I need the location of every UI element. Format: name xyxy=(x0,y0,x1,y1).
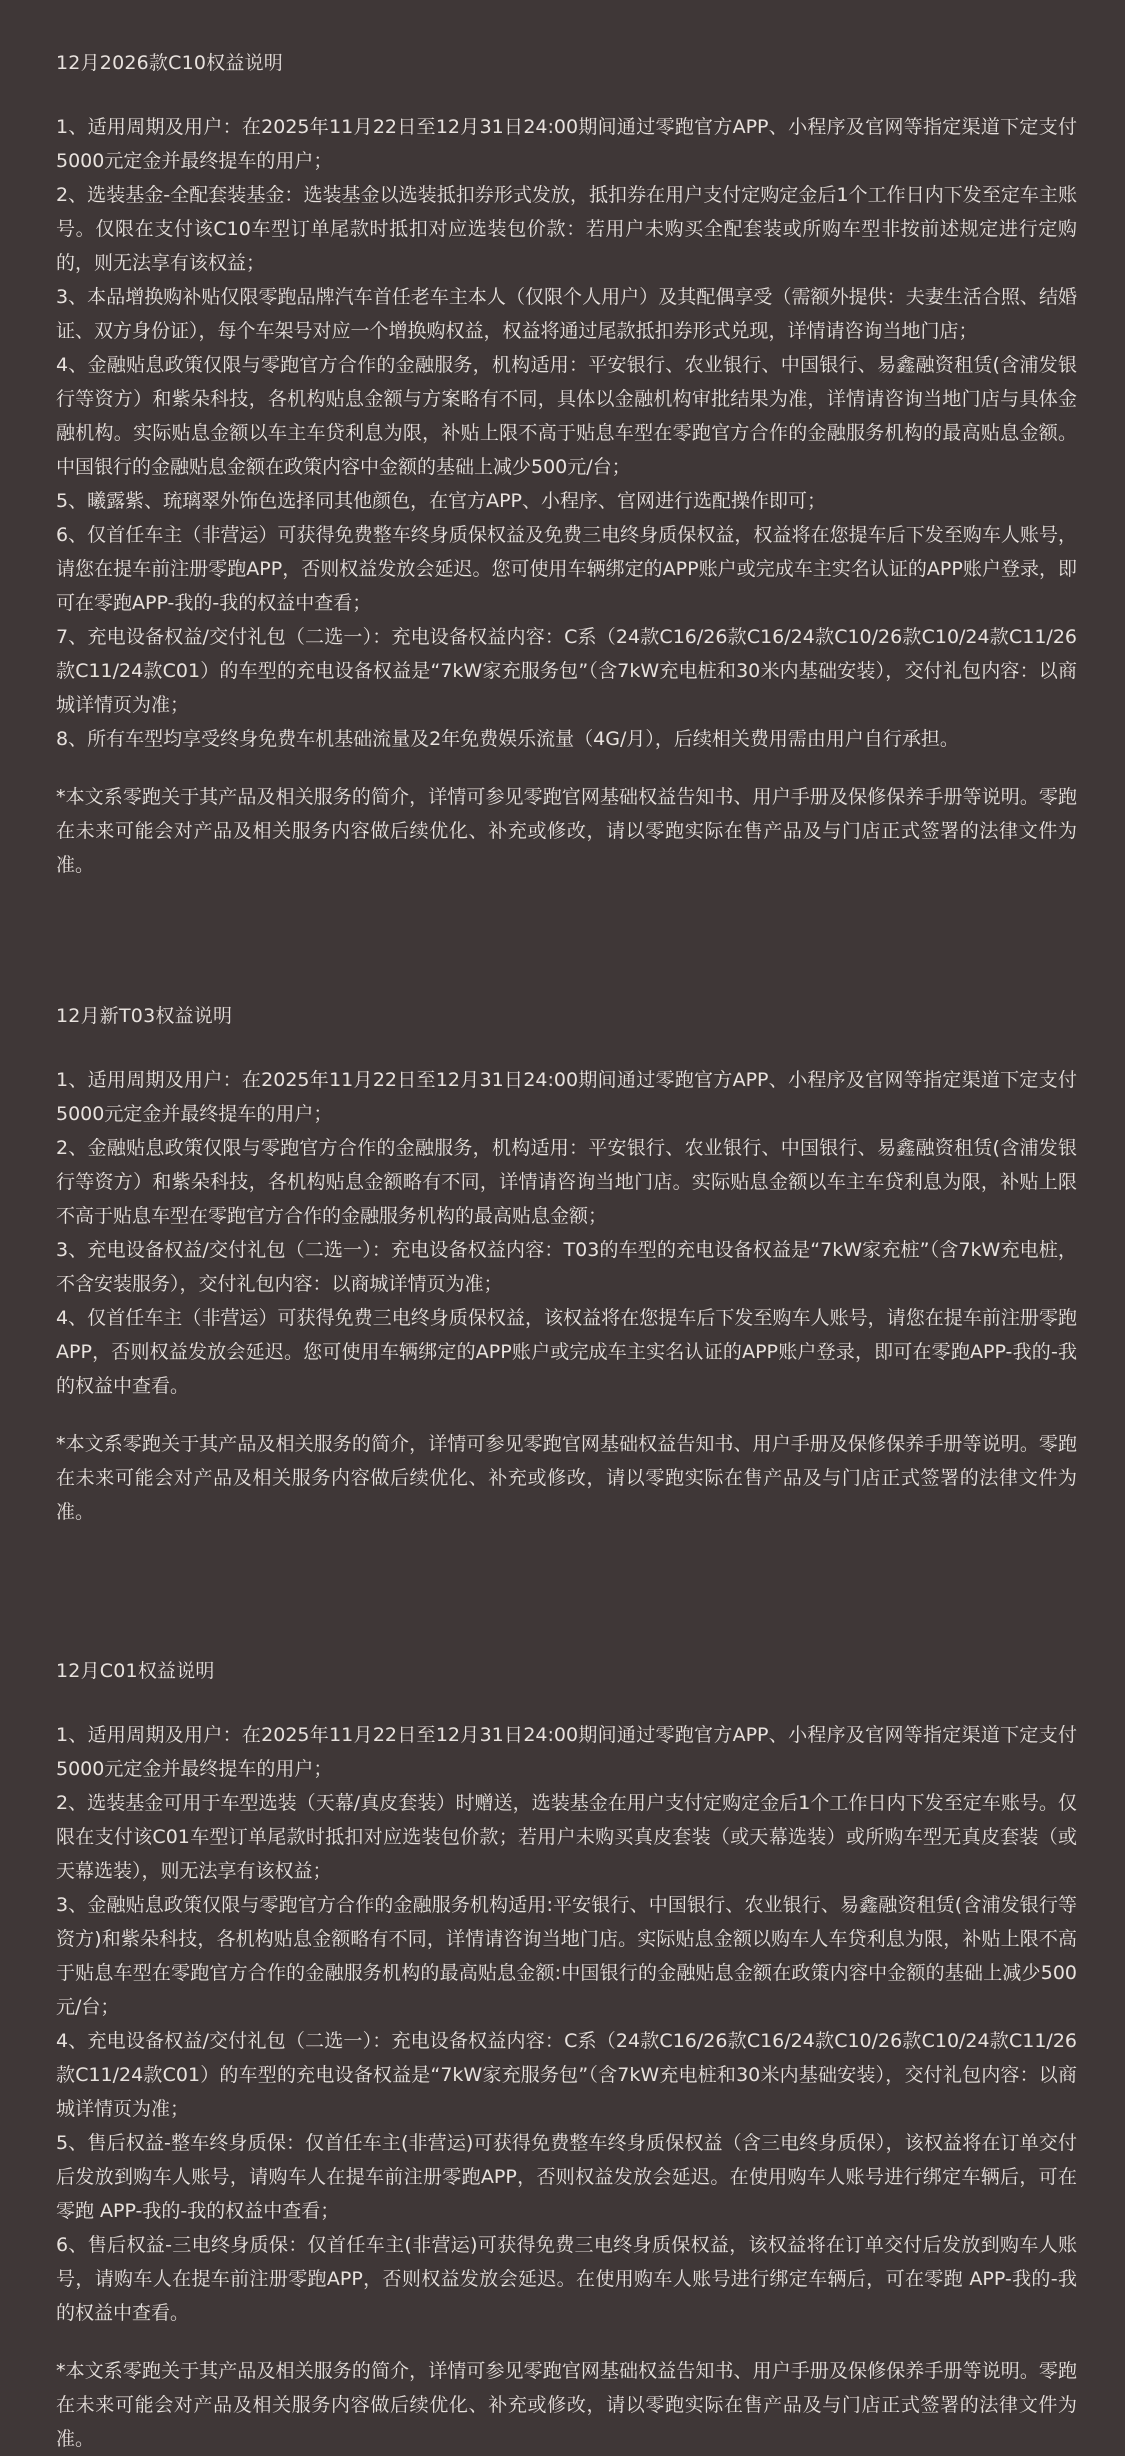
rule-item: 4、金融贴息政策仅限与零跑官方合作的金融服务，机构适用：平安银行、农业银行、中国银行、易鑫融资租赁(含浦发银行等资方）和紫朵科技，各机构贴息金额与方案略有不同，具体以金融机构审批结果为准，详情请咨询当地门店与具体金融机构。实际贴息金额以车主车贷利息为限，补贴上限不高于贴息车型在零跑官方合作的金融服务机构的最高贴息金额。中国银行的金融贴息金额在政策内容中金额的基础上减少500元/台； xyxy=(56,354,1077,478)
rule-item: 1、适用周期及用户：在2025年11月22日至12月31日24:00期间通过零跑官方APP、小程序及官网等指定渠道下定支付5000元定金并最终提车的用户； xyxy=(56,1069,1077,1125)
rule-item: 3、金融贴息政策仅限与零跑官方合作的金融服务机构适用:平安银行、中国银行、农业银行、易鑫融资租赁(含浦发银行等资方)和紫朵科技，各机构贴息金额略有不同，详情请咨询当地门店。实际贴息金额以购车人车贷利息为限，补贴上限不高于贴息车型在零跑官方合作的金融服务机构的最高贴息金额:中国银行的金融贴息金额在政策内容中金额的基础上减少500元/台； xyxy=(56,1894,1077,2018)
rule-item: 1、适用周期及用户：在2025年11月22日至12月31日24:00期间通过零跑官方APP、小程序及官网等指定渠道下定支付5000元定金并最终提车的用户； xyxy=(56,116,1077,172)
rules-list xyxy=(56,1063,1077,1403)
section-title: 12月2026款C10权益说明 xyxy=(56,52,283,74)
disclaimer-note: *本文系零跑关于其产品及相关服务的简介，详情可参见零跑官网基础权益告知书、用户手册及保修保养手册等说明。零跑在未来可能会对产品及相关服务内容做后续优化、补充或修改，请以零跑实际在售产品及与门店正式签署的法律文件为准。 xyxy=(56,786,1077,876)
rule-item: 1、适用周期及用户：在2025年11月22日至12月31日24:00期间通过零跑官方APP、小程序及官网等指定渠道下定支付5000元定金并最终提车的用户； xyxy=(56,1724,1077,1780)
rule-item: 2、金融贴息政策仅限与零跑官方合作的金融服务，机构适用：平安银行、农业银行、中国银行、易鑫融资租赁(含浦发银行等资方）和紫朵科技，各机构贴息金额略有不同，详情请咨询当地门店。实际贴息金额以车主车贷利息为限，补贴上限不高于贴息车型在零跑官方合作的金融服务机构的最高贴息金额； xyxy=(56,1137,1077,1227)
section-c10 xyxy=(56,46,1077,882)
rule-item: 2、选装基金可用于车型选装（天幕/真皮套装）时赠送，选装基金在用户支付定购定金后1个工作日内下发至定车账号。仅限在支付该C01车型订单尾款时抵扣对应选装包价款；若用户未购买真皮套装（或天幕选装）或所购车型无真皮套装（或天幕选装），则无法享有该权益； xyxy=(56,1792,1077,1882)
rule-item: 6、仅首任车主（非营运）可获得免费整车终身质保权益及免费三电终身质保权益，权益将在您提车后下发至购车人账号，请您在提车前注册零跑APP，否则权益发放会延迟。您可使用车辆绑定的APP账户或完成车主实名认证的APP账户登录，即可在零跑APP-我的-我的权益中查看； xyxy=(56,524,1077,614)
disclaimer-note: *本文系零跑关于其产品及相关服务的简介，详情可参见零跑官网基础权益告知书、用户手册及保修保养手册等说明。零跑在未来可能会对产品及相关服务内容做后续优化、补充或修改，请以零跑实际在售产品及与门店正式签署的法律文件为准。 xyxy=(56,2360,1077,2450)
section-t03 xyxy=(56,999,1077,1529)
rule-item: 6、售后权益-三电终身质保：仅首任车主(非营运)可获得免费三电终身质保权益，该权益将在订单交付后发放到购车人账号，请购车人在提车前注册零跑APP，否则权益发放会延迟。在使用购车人账号进行绑定车辆后，可在零跑 APP-我的-我的权益中查看。 xyxy=(56,2234,1077,2324)
rule-item: 7、充电设备权益/交付礼包（二选一）：充电设备权益内容：C系（24款C16/26款C16/24款C10/26款C10/24款C11/26款C11/24款C01）的车型的充电设备权益是“7kW家充服务包”（含7kW充电桩和30米内基础安装），交付礼包内容：以商城详情页为准； xyxy=(56,626,1077,716)
section-title: 12月新T03权益说明 xyxy=(56,1005,233,1027)
disclaimer-note: *本文系零跑关于其产品及相关服务的简介，详情可参见零跑官网基础权益告知书、用户手册及保修保养手册等说明。零跑在未来可能会对产品及相关服务内容做后续优化、补充或修改，请以零跑实际在售产品及与门店正式签署的法律文件为准。 xyxy=(56,1433,1077,1523)
rule-item: 5、售后权益-整车终身质保：仅首任车主(非营运)可获得免费整车终身质保权益（含三电终身质保），该权益将在订单交付后发放到购车人账号，请购车人在提车前注册零跑APP，否则权益发放会延迟。在使用购车人账号进行绑定车辆后，可在零跑 APP-我的-我的权益中查看； xyxy=(56,2132,1077,2222)
section-title: 12月C01权益说明 xyxy=(56,1660,215,1682)
rule-item: 4、仅首任车主（非营运）可获得免费三电终身质保权益，该权益将在您提车后下发至购车人账号，请您在提车前注册零跑APP，否则权益发放会延迟。您可使用车辆绑定的APP账户或完成车主实名认证的APP账户登录，即可在零跑APP-我的-我的权益中查看。 xyxy=(56,1307,1077,1397)
rule-item: 2、选装基金-全配套装基金：选装基金以选装抵扣券形式发放，抵扣券在用户支付定购定金后1个工作日内下发至定车主账号。仅限在支付该C10车型订单尾款时抵扣对应选装包价款：若用户未购买全配套装或所购车型非按前述规定进行定购的，则无法享有该权益； xyxy=(56,184,1077,274)
rule-item: 5、曦露紫、琉璃翠外饰色选择同其他颜色，在官方APP、小程序、官网进行选配操作即可； xyxy=(56,490,827,512)
rules-list xyxy=(56,110,1077,756)
rules-list xyxy=(56,1718,1077,2330)
rule-item: 8、所有车型均享受终身免费车机基础流量及2年免费娱乐流量（4G/月），后续相关费用需由用户自行承担。 xyxy=(56,728,959,750)
section-c01 xyxy=(56,1654,1077,2456)
rule-item: 3、充电设备权益/交付礼包（二选一）：充电设备权益内容：T03的车型的充电设备权益是“7kW家充桩”（含7kW充电桩，不含安装服务），交付礼包内容：以商城详情页为准； xyxy=(56,1239,1077,1295)
rule-item: 3、本品增换购补贴仅限零跑品牌汽车首任老车主本人（仅限个人用户）及其配偶享受（需额外提供：夫妻生活合照、结婚证、双方身份证），每个车架号对应一个增换购权益，权益将通过尾款抵扣券形式兑现，详情请咨询当地门店； xyxy=(56,286,1077,342)
rule-item: 4、充电设备权益/交付礼包（二选一）：充电设备权益内容：C系（24款C16/26款C16/24款C10/26款C10/24款C11/26款C11/24款C01）的车型的充电设备权益是“7kW家充服务包”（含7kW充电桩和30米内基础安装），交付礼包内容：以商城详情页为准； xyxy=(56,2030,1077,2120)
